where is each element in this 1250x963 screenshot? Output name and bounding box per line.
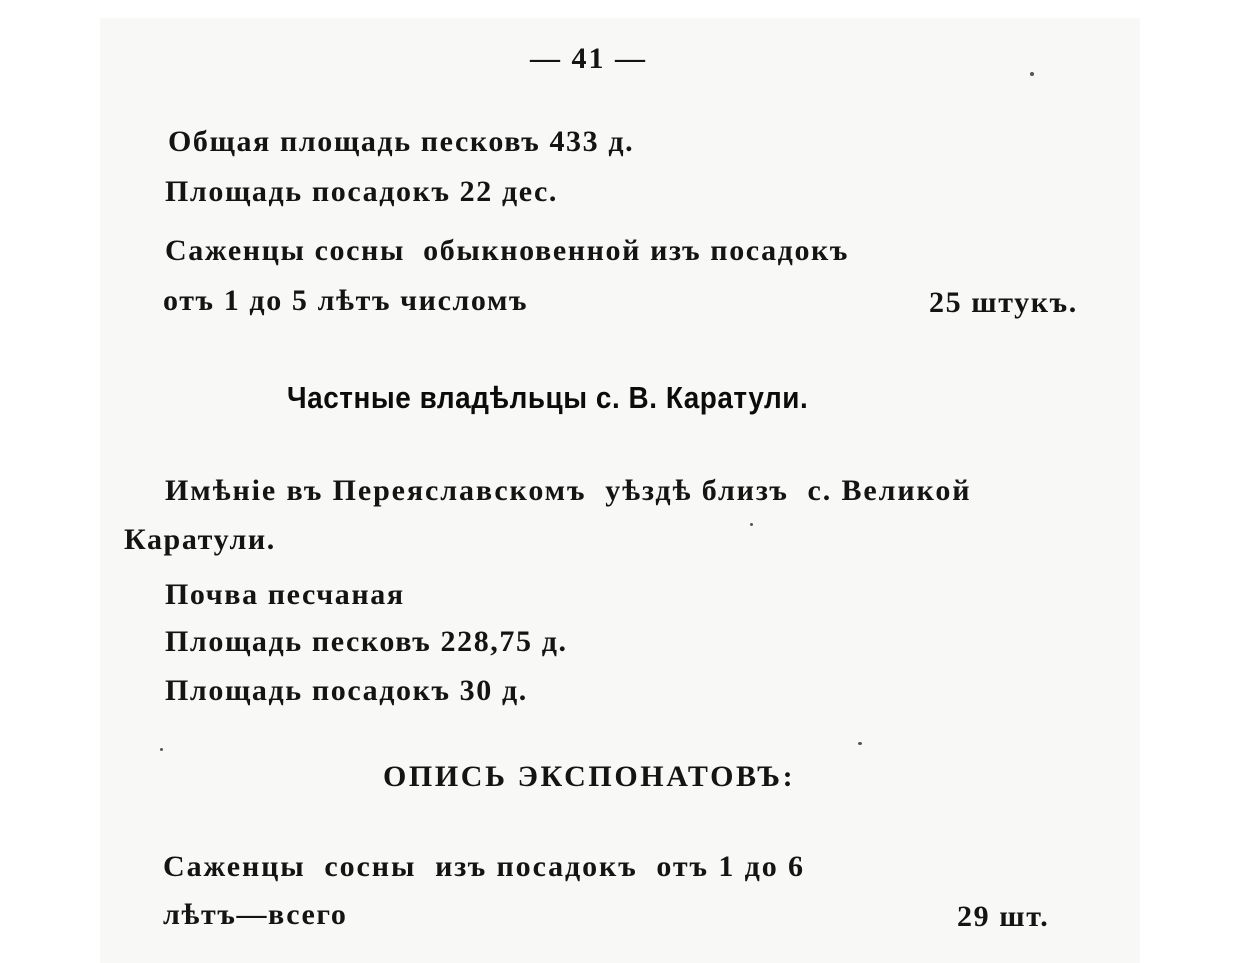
text-line-exhibit-seedlings: Саженцы сосны изъ посадокъ отъ 1 до 6 [163,850,805,883]
text-line-planting-area: Площадь посадокъ 22 дес. [165,175,559,208]
text-line-estate: Имѣнiе въ Переяславскомъ уѣздѣ близъ с. Великой [165,474,972,507]
page-number: — 41 — [530,42,647,75]
text-line-karatuli: Каратули. [124,523,276,556]
text-line-exhibit-total: лѣтъ—всего [163,898,348,931]
section-heading-private-owners: Частные владѣльцы с. В. Каратули. [287,380,809,415]
text-line-planting-area-2: Площадь посадокъ 30 д. [165,674,528,707]
text-line-seedlings-pine: Саженцы сосны обыкновенной изъ посадокъ [165,234,850,267]
text-line-total-sand-area: Общая площадь песковъ 433 д. [168,125,635,158]
print-speck [858,742,862,745]
text-line-sand-area: Площадь песковъ 228,75 д. [165,625,568,658]
text-line-exhibit-count: 29 шт. [957,900,1050,933]
text-line-seedlings-age: отъ 1 до 5 лѣтъ числомъ [163,284,529,317]
text-line-seedlings-count: 25 штукъ. [929,286,1078,319]
print-speck [750,523,753,526]
text-line-soil: Почва песчаная [165,578,405,611]
section-heading-exhibits: ОПИСЬ ЭКСПОНАТОВЪ: [383,760,796,793]
print-speck [1030,72,1034,76]
print-speck [160,748,163,751]
